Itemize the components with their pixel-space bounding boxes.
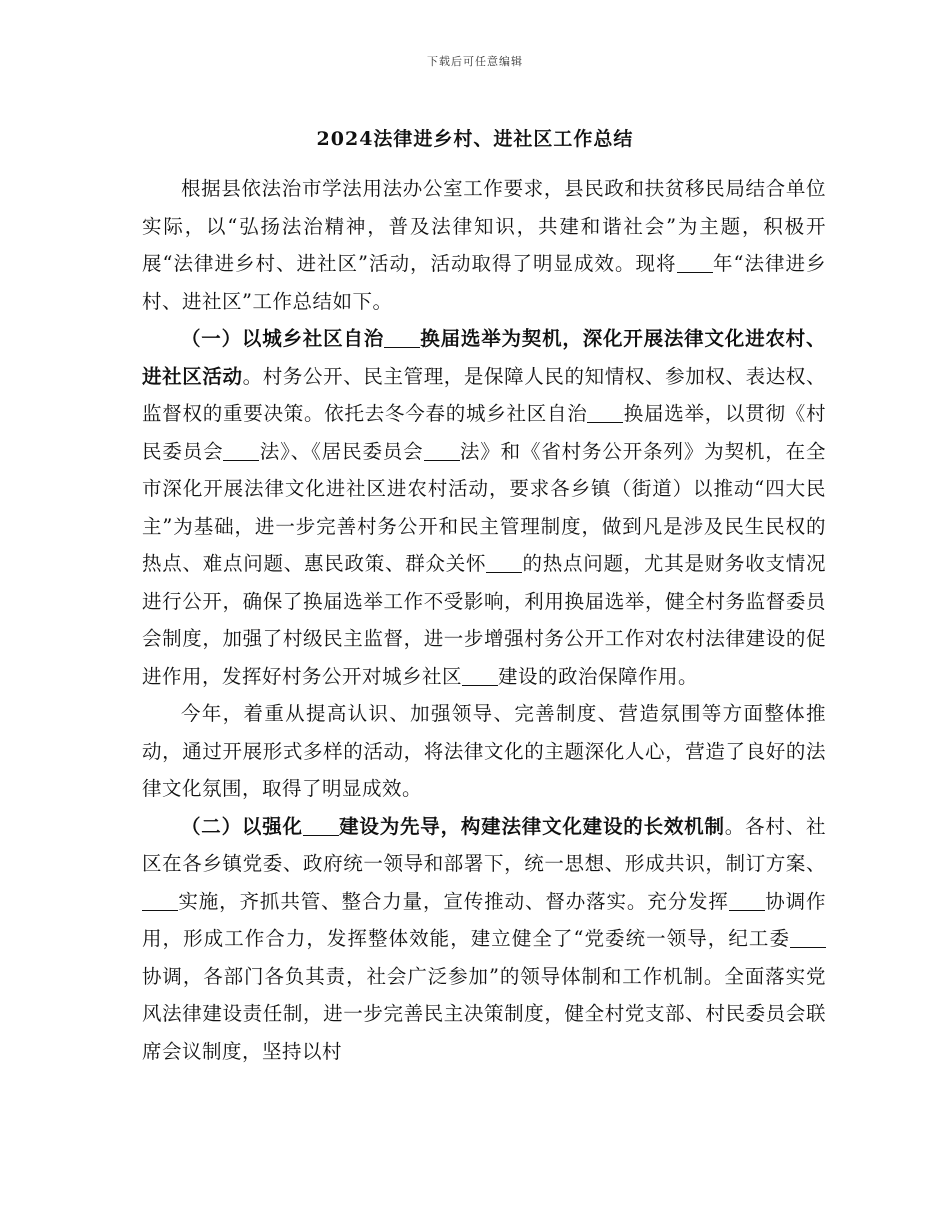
- text-segment: 。各村、社区在各乡镇党委、政府统一领导和部署下，统一思想、形成共识，制订方案、: [142, 814, 826, 875]
- blank-underline: [303, 815, 339, 836]
- blank-underline: [486, 553, 522, 574]
- blank-underline: [462, 665, 498, 686]
- document-body: [142, 170, 826, 1070]
- paragraph-section-1: [142, 320, 826, 695]
- text-segment: 的热点问题，尤其是财务收支情况进行公开，确保了换届选举工作不受影响，利用换届选举，健全村务监督委员会制度，加强了村级民主监督，进一步增强村务公开工作对农村法律建设的促进作用，发挥好村务公开对城乡社区: [142, 552, 826, 688]
- text-segment: 法》、《居民委员会: [259, 439, 424, 463]
- text-segment: 实施，齐抓共管、整合力量，宣传推动、督办落实。充分发挥: [178, 889, 729, 913]
- text-segment: 协调，各部门各负其责，社会广泛参加”的领导体制和工作机制。全面落实党风法律建设责任制，进一步完善民主决策制度，健全村党支部、村民委员会联席会议制度，坚持以村: [142, 964, 826, 1063]
- heading-segment: （二）以强化: [181, 814, 303, 838]
- blank-underline: [424, 440, 460, 461]
- blank-underline: [729, 890, 765, 911]
- document-title: 2024法律进乡村、进社区工作总结: [316, 128, 634, 150]
- text-segment: 。村务公开、民主管理，是保障人民的知情权、参加权、表达权、监督权的重要决策。依托去冬今春的城乡社区自治: [142, 364, 826, 425]
- blank-underline: [677, 253, 713, 274]
- blank-underline: [142, 890, 178, 911]
- paragraph-intro: [142, 170, 826, 320]
- heading-segment: （一）以城乡社区自治: [181, 327, 384, 350]
- paragraph-this-year: 今年，着重从提高认识、加强领导、完善制度、营造氛围等方面整体推动，通过开展形式多样的活动，将法律文化的主题深化人心，营造了良好的法律文化氛围，取得了明显成效。: [142, 702, 826, 800]
- text-segment: 根据县依法治市学法用法办公室工作要求，县民政和扶贫移民局结合单位实际，以“弘扬法治精神，普及法律知识，共建和谐社会”为主题，积极开展“法律进乡村、进社区”活动，活动取得了明显成效。现将: [142, 177, 826, 275]
- heading-segment: 换届选举为契机，深化开展法律文化进农村、进社区活动: [142, 327, 826, 388]
- text-segment: 建设的政治保障作用。: [498, 664, 699, 688]
- text-segment: 年“法律进乡村、进社区”工作总结如下。: [142, 252, 826, 313]
- paragraph-section-2: [142, 808, 826, 1071]
- blank-underline: [587, 403, 623, 424]
- blank-underline: [790, 928, 826, 949]
- text-segment: 换届选举，以贯彻《村民委员会: [142, 402, 826, 463]
- page-header-note: 下载后可任意编辑: [427, 55, 523, 68]
- blank-underline: [223, 440, 259, 461]
- blank-underline: [384, 328, 420, 349]
- text-segment: 法》和《省村务公开条列》为契机，在全市深化开展法律文化进社区进农村活动，要求各乡镇（街道）以推动“四大民主”为基础，进一步完善村务公开和民主管理制度，做到凡是涉及民生民权的热点、难点问题、惠民政策、群众关怀: [142, 439, 826, 575]
- heading-segment: 建设为先导，构建法律文化建设的长效机制: [338, 814, 725, 838]
- text-segment: 协调作用，形成工作合力，发挥整体效能，建立健全了“党委统一领导，纪工委: [142, 889, 826, 950]
- section-heading-2: [181, 815, 725, 838]
